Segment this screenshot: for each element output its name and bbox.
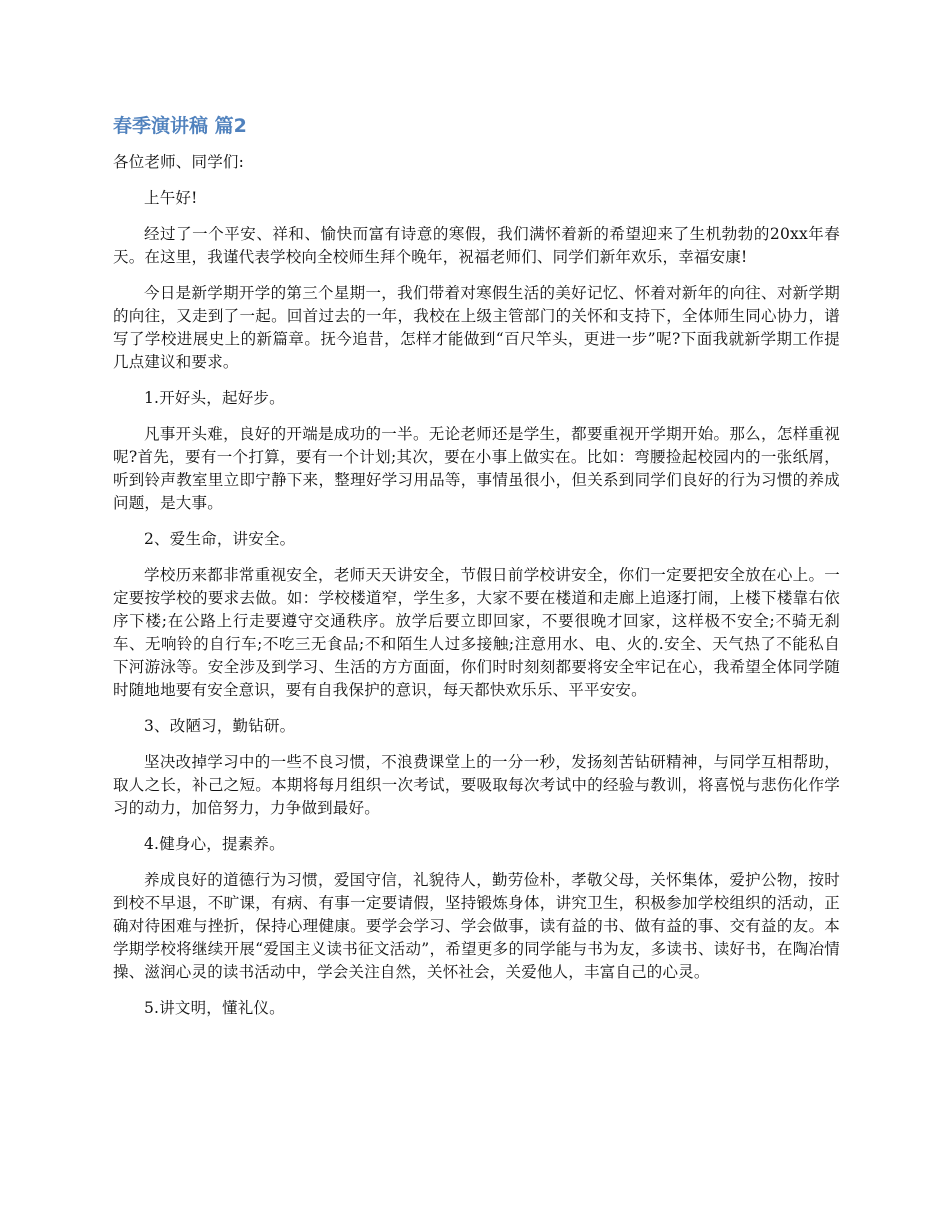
section-heading-3: 3、改陋习，勤钻研。	[144, 717, 296, 735]
section-body-4: 养成良好的道德行为习惯，爱国守信，礼貌待人，勤劳俭朴，孝敬父母，关怀集体，爱护公物，按时到校不早退，不旷课，有病、有事一定要请假，坚持锻炼身体，讲究卫生，积极参加学校组织的活动，正确对待困难与挫折，保持心理健康。要学会学习、学会做事，读有益的书、做有益的事、交有益的友。本学期学校将继续开展“爱国主义读书征文活动”，希望更多的同学能与书为友，多读书、读好书，在陶冶情操、滋润心灵的读书活动中，学会关注自然，关怀社会，关爱他人，丰富自己的心灵。	[113, 871, 840, 981]
section-heading-4: 4.健身心，提素养。	[144, 835, 285, 853]
section-heading-5: 5.讲文明，懂礼仪。	[144, 999, 285, 1017]
document-page	[113, 113, 840, 1033]
context-paragraph: 今日是新学期开学的第三个星期一，我们带着对寒假生活的美好记忆、怀着对新年的向往、对新学期的向往，又走到了一起。回首过去的一年，我校在上级主管部门的关怀和支持下，全体师生同心协力，谱写了学校进展史上的新篇章。抚今追昔，怎样才能做到“百尺竿头，更进一步”呢?下面我就新学期工作提几点建议和要求。	[113, 284, 840, 371]
section-body-2: 学校历来都非常重视安全，老师天天讲安全，节假日前学校讲安全，你们一定要把安全放在心上。一定要按学校的要求去做。如：学校楼道窄，学生多，大家不要在楼道和走廊上追逐打闹，上楼下楼靠右依序下楼;在公路上行走要遵守交通秩序。放学后要立即回家，不要很晚才回家，这样极不安全;不骑无刹车、无响铃的自行车;不吃三无食品;不和陌生人过多接触;注意用水、电、火的.安全、天气热了不能私自下河游泳等。安全涉及到学习、生活的方方面面，你们时时刻刻都要将安全牢记在心，我希望全体同学随时随地地要有安全意识，要有自我保护的意识，每天都快欢乐乐、平平安安。	[113, 566, 840, 699]
greeting-paragraph: 上午好!	[144, 189, 198, 207]
salutation: 各位老师、同学们:	[113, 153, 245, 171]
intro-paragraph: 经过了一个平安、祥和、愉快而富有诗意的寒假，我们满怀着新的希望迎来了生机勃勃的20xx年春天。在这里，我谨代表学校向全校师生拜个晚年，祝福老师们、同学们新年欢乐，幸福安康!	[113, 225, 840, 266]
section-heading-1: 1.开好头，起好步。	[144, 389, 285, 407]
section-body-3: 坚决改掉学习中的一些不良习惯，不浪费课堂上的一分一秒，发扬刻苦钻研精神，与同学互相帮助，取人之长，补己之短。本期将每月组织一次考试，要吸取每次考试中的经验与教训，将喜悦与悲伤化作学习的动力，加倍努力，力争做到最好。	[113, 753, 840, 817]
section-heading-2: 2、爱生命，讲安全。	[144, 530, 296, 548]
section-body-1: 凡事开头难，良好的开端是成功的一半。无论老师还是学生，都要重视开学期开始。那么，怎样重视呢?首先，要有一个打算，要有一个计划;其次，要在小事上做实在。比如：弯腰捡起校园内的一张纸屑，听到铃声教室里立即宁静下来，整理好学习用品等，事情虽很小，但关系到同学们良好的行为习惯的养成问题，是大事。	[113, 425, 840, 512]
document-title: 春季演讲稿 篇2	[113, 115, 247, 137]
